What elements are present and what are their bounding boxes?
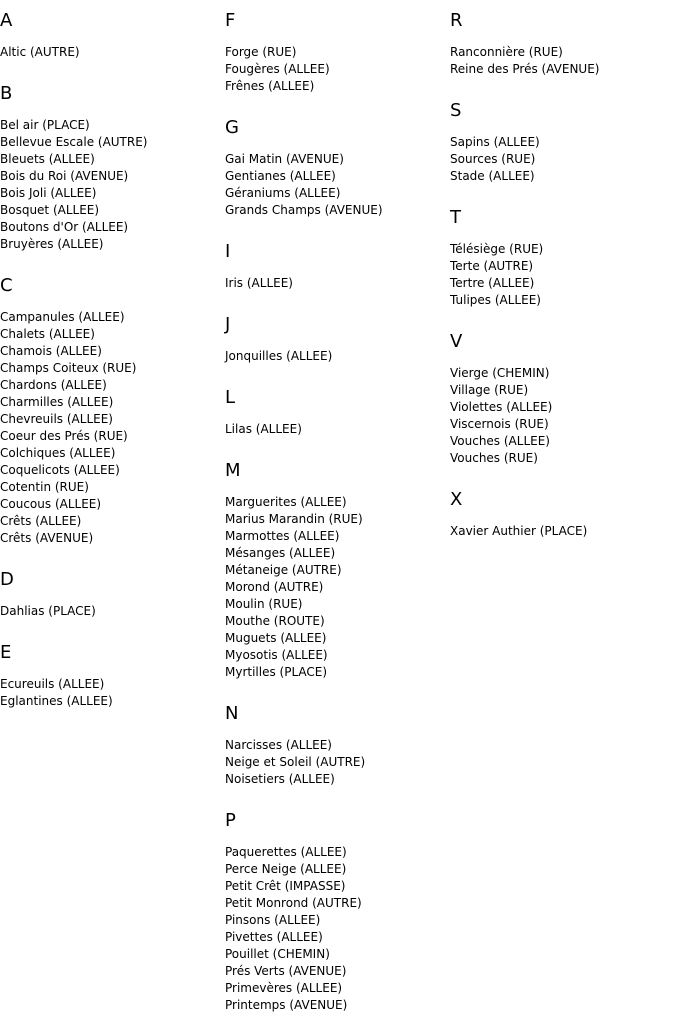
street-list [0,603,220,620]
letter-group-e [0,642,220,710]
street-list [225,494,445,681]
street-item: Myrtilles (PLACE) [225,665,328,679]
street-item: Crêts (ALLEE) [0,514,82,528]
letter-group-t [450,207,670,309]
street-item: Marius Marandin (RUE) [225,512,363,526]
letter-group-j [225,314,445,365]
letter-group-f [225,10,445,95]
street-item: Sapins (ALLEE) [450,135,540,149]
street-list [225,348,445,365]
street-item: Vierge (CHEMIN) [450,366,550,380]
street-list [450,523,670,540]
letter-heading: F [225,10,236,31]
street-item: Dahlias (PLACE) [0,604,96,618]
letter-heading: J [225,314,231,335]
street-item: Altic (AUTRE) [0,45,80,59]
letter-heading: P [225,810,236,831]
street-item: Chamois (ALLEE) [0,344,102,358]
street-item: Mésanges (ALLEE) [225,546,336,560]
letter-group-v [450,331,670,467]
street-item: Bois du Roi (AVENUE) [0,169,129,183]
street-item: Tertre (ALLEE) [450,276,535,290]
street-item: Marmottes (ALLEE) [225,529,340,543]
letter-heading: D [0,569,14,590]
street-item: Violettes (ALLEE) [450,400,553,414]
street-list [225,844,445,1014]
street-item: Pouillet (CHEMIN) [225,947,330,961]
street-item: Ranconnière (RUE) [450,45,563,59]
letter-heading: C [0,275,13,296]
letter-heading: E [0,642,12,663]
letter-heading: B [0,83,13,104]
letter-heading: T [450,207,461,228]
street-item: Prés Verts (AVENUE) [225,964,347,978]
letter-group-n [225,703,445,788]
street-list [225,737,445,788]
letter-heading: L [225,387,236,408]
street-list [0,309,220,547]
street-item: Métaneige (AUTRE) [225,563,342,577]
street-item: Géraniums (ALLEE) [225,186,341,200]
street-item: Jonquilles (ALLEE) [225,349,333,363]
letter-group-m [225,460,445,681]
street-item: Eglantines (ALLEE) [0,694,113,708]
street-item: Xavier Authier (PLACE) [450,524,588,538]
letter-heading: I [225,241,231,262]
letter-group-s [450,100,670,185]
street-item: Marguerites (ALLEE) [225,495,347,509]
letter-heading: X [450,489,463,510]
letter-heading: S [450,100,462,121]
letter-group-b [0,83,220,253]
letter-group-d [0,569,220,620]
street-list [225,151,445,219]
street-list [225,421,445,438]
letter-heading: R [450,10,463,31]
letter-heading: N [225,703,239,724]
street-item: Narcisses (ALLEE) [225,738,332,752]
street-item: Colchiques (ALLEE) [0,446,116,460]
street-item: Ecureuils (ALLEE) [0,677,105,691]
street-item: Gai Matin (AVENUE) [225,152,344,166]
street-item: Terte (AUTRE) [450,259,534,273]
street-item: Primevères (ALLEE) [225,981,343,995]
street-item: Bleuets (ALLEE) [0,152,95,166]
letter-group-a [0,10,220,61]
letter-heading: M [225,460,241,481]
letter-group-p [225,810,445,1014]
street-item: Paquerettes (ALLEE) [225,845,347,859]
street-item: Forge (RUE) [225,45,297,59]
street-item: Fougères (ALLEE) [225,62,330,76]
street-list [0,117,220,253]
street-item: Grands Champs (AVENUE) [225,203,383,217]
street-item: Chardons (ALLEE) [0,378,107,392]
street-item: Neige et Soleil (AUTRE) [225,755,366,769]
street-item: Télésiège (RUE) [450,242,544,256]
street-item: Moulin (RUE) [225,597,303,611]
index-column-1 [0,10,220,732]
street-item: Chalets (ALLEE) [0,327,95,341]
street-list [225,275,445,292]
street-item: Mouthe (ROUTE) [225,614,325,628]
street-item: Petit Monrond (AUTRE) [225,896,362,910]
street-item: Bois Joli (ALLEE) [0,186,97,200]
street-item: Village (RUE) [450,383,529,397]
street-item: Gentianes (ALLEE) [225,169,336,183]
street-item: Chevreuils (ALLEE) [0,412,113,426]
street-list [450,241,670,309]
letter-group-i [225,241,445,292]
street-item: Bosquet (ALLEE) [0,203,100,217]
street-list [450,134,670,185]
street-item: Lilas (ALLEE) [225,422,302,436]
street-item: Frênes (ALLEE) [225,79,315,93]
street-item: Iris (ALLEE) [225,276,293,290]
street-item: Viscernois (RUE) [450,417,549,431]
letter-group-l [225,387,445,438]
letter-heading: G [225,117,239,138]
street-item: Tulipes (ALLEE) [450,293,541,307]
street-item: Vouches (RUE) [450,451,538,465]
street-item: Campanules (ALLEE) [0,310,125,324]
letter-group-g [225,117,445,219]
street-item: Morond (AUTRE) [225,580,324,594]
street-item: Cotentin (RUE) [0,480,89,494]
street-item: Coeur des Prés (RUE) [0,429,128,443]
street-item: Reine des Prés (AVENUE) [450,62,600,76]
street-item: Muguets (ALLEE) [225,631,327,645]
street-item: Coquelicots (ALLEE) [0,463,120,477]
street-list [225,44,445,95]
street-item: Printemps (AVENUE) [225,998,348,1012]
letter-group-r [450,10,670,78]
letter-heading: V [450,331,463,352]
street-item: Noisetiers (ALLEE) [225,772,335,786]
street-item: Bellevue Escale (AUTRE) [0,135,148,149]
street-item: Stade (ALLEE) [450,169,535,183]
index-column-3 [450,10,670,562]
street-list [450,365,670,467]
street-item: Crêts (AVENUE) [0,531,94,545]
street-item: Petit Crêt (IMPASSE) [225,879,346,893]
street-item: Vouches (ALLEE) [450,434,550,448]
letter-group-c [0,275,220,547]
street-item: Sources (RUE) [450,152,536,166]
street-item: Pinsons (ALLEE) [225,913,321,927]
street-item: Boutons d'Or (ALLEE) [0,220,129,234]
street-item: Myosotis (ALLEE) [225,648,328,662]
street-item: Pivettes (ALLEE) [225,930,323,944]
street-item: Charmilles (ALLEE) [0,395,114,409]
letter-group-x [450,489,670,540]
street-item: Perce Neige (ALLEE) [225,862,347,876]
street-item: Coucous (ALLEE) [0,497,102,511]
street-item: Bel air (PLACE) [0,118,90,132]
letter-heading: A [0,10,13,31]
street-list [0,676,220,710]
street-list [0,44,220,61]
street-item: Bruyères (ALLEE) [0,237,104,251]
index-column-2 [225,10,445,1029]
street-item: Champs Coiteux (RUE) [0,361,137,375]
street-list [450,44,670,78]
